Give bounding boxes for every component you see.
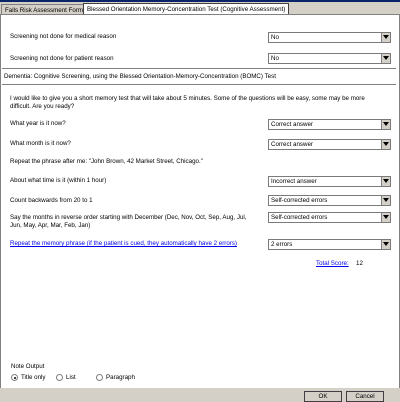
month-answer-value: Correct answer — [271, 141, 313, 148]
cancel-button[interactable]: Cancel — [346, 391, 384, 402]
tab-label: Falls Risk Assessment Form — [5, 7, 84, 14]
total-score-value: 12 — [356, 260, 363, 267]
section-title: Dementia: Cognitive Screening, using the Blessed Orientation-Memory-Concentration (BOMC) Test — [4, 73, 276, 80]
chevron-down-icon[interactable] — [381, 196, 390, 205]
chevron-down-icon[interactable] — [381, 33, 390, 42]
divider — [2, 68, 396, 69]
time-answer-value: Incorrect answer — [271, 178, 317, 185]
count-answer-select[interactable] — [268, 195, 391, 206]
count-question-label: Count backwards from 20 to 1 — [10, 197, 93, 204]
medical-reason-label: Screening not done for medical reason — [10, 33, 117, 40]
memory-phrase-link[interactable]: Repeat the memory phrase (if the patient is cued, they automatically have 2 errors) — [10, 240, 237, 247]
chevron-down-icon[interactable] — [381, 54, 390, 63]
tab-label: Blessed Orientation Memory-Concentration Test (Cognitive Assessment) — [87, 6, 286, 13]
medical-reason-select[interactable] — [268, 32, 391, 43]
month-answer-select[interactable] — [268, 139, 391, 150]
months-answer-value: Self-corrected errors — [271, 214, 328, 221]
intro-text-line1: I would like to give you a short memory test that will take about 5 minutes. Some of the questions will be easy, some may be more — [10, 95, 365, 102]
radio-paragraph-label: Paragraph — [106, 374, 135, 381]
medical-reason-value: No — [271, 34, 279, 41]
time-answer-select[interactable] — [268, 176, 391, 187]
year-question-label: What year is it now? — [10, 120, 66, 127]
divider — [2, 84, 396, 85]
ok-button[interactable]: OK — [304, 391, 342, 402]
count-answer-value: Self-corrected errors — [271, 197, 328, 204]
month-question-label: What month is it now? — [10, 140, 71, 147]
chevron-down-icon[interactable] — [381, 213, 390, 222]
total-score-link[interactable]: Total Score: — [316, 260, 349, 267]
radio-list-label: List — [66, 374, 76, 381]
radio-list[interactable] — [56, 374, 63, 381]
year-answer-select[interactable] — [268, 119, 391, 130]
note-output-label: Note Output — [11, 363, 45, 370]
months-answer-select[interactable] — [268, 212, 391, 223]
time-question-label: About what time is it (within 1 hour) — [10, 177, 107, 184]
intro-text-line2: difficult. Are you ready? — [10, 103, 75, 110]
months-question-line2: Jun, May, Apr, Mar, Feb, Jan) — [10, 222, 91, 229]
patient-reason-label: Screening not done for patient reason — [10, 55, 114, 62]
memory-answer-select[interactable] — [268, 239, 391, 250]
radio-title-only-label: Title only — [21, 374, 46, 381]
year-answer-value: Correct answer — [271, 121, 313, 128]
patient-reason-select[interactable] — [268, 53, 391, 64]
chevron-down-icon[interactable] — [381, 120, 390, 129]
memory-answer-value: 2 errors — [271, 241, 293, 248]
chevron-down-icon[interactable] — [381, 177, 390, 186]
chevron-down-icon[interactable] — [381, 140, 390, 149]
months-question-line1: Say the months in reverse order starting with December (Dec, Nov, Oct, Sep, Aug, Jul, — [10, 214, 247, 221]
patient-reason-value: No — [271, 55, 279, 62]
chevron-down-icon[interactable] — [381, 240, 390, 249]
radio-paragraph[interactable] — [96, 374, 103, 381]
radio-title-only[interactable] — [11, 374, 18, 381]
repeat-phrase-text: Repeat the phrase after me: "John Brown, 42 Market Street, Chicago." — [10, 158, 203, 165]
